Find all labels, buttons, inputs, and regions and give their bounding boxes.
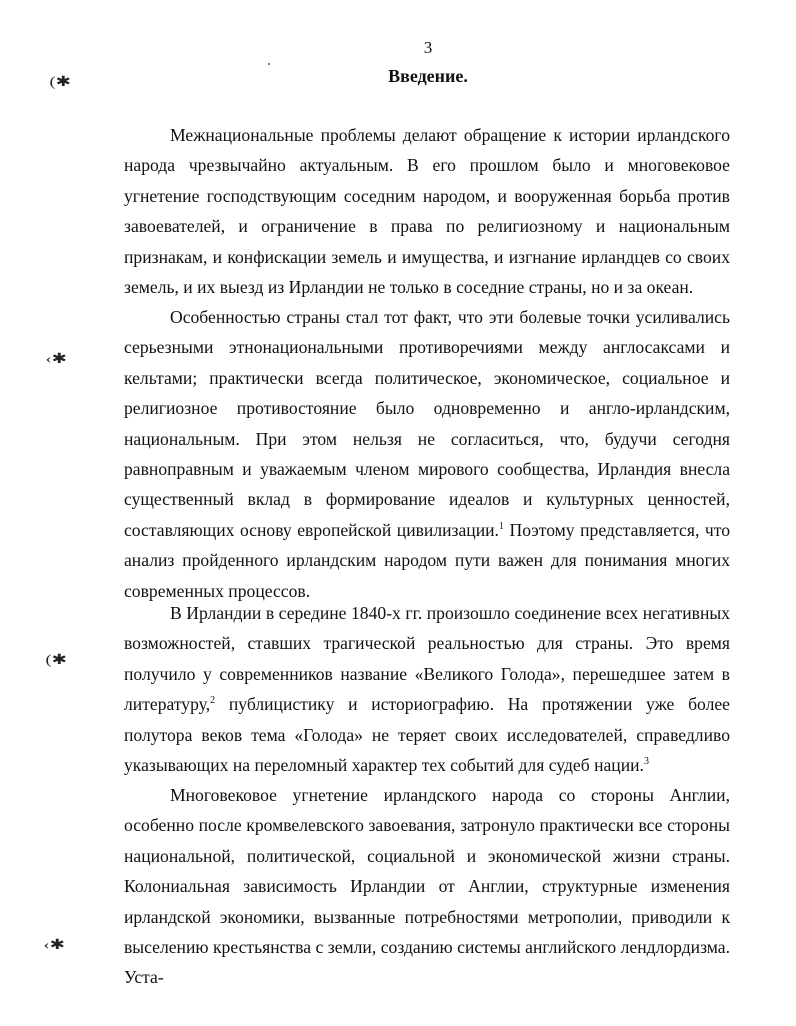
paragraph-2 xyxy=(124,302,730,606)
binding-hole-mark-icon: ‹✱ xyxy=(45,352,67,367)
page-heading: Введение. xyxy=(388,66,468,86)
footnote-ref-1: 1 xyxy=(498,520,504,532)
paragraph-2-text-b: Поэтому представляется, что анализ пройденного ирландским народом пути важен для понимания многих современных процессов. xyxy=(124,519,730,601)
footnote-ref-2: 2 xyxy=(210,695,216,707)
paragraph-1: Межнациональные проблемы делают обращение к истории ирландского народа чрезвычайно актуальным. В его прошлом было и многовековое угнетение господствующим соседним народом, и вооруженная борьба против завоевателей, и ограничение в права по религиозному и национальным признакам, и конфискации земель и имущества, и изгнание ирландцев со своих земель, и их выезд из Ирландии не только в соседние страны, но и за океан. xyxy=(124,125,730,298)
paragraph-3 xyxy=(124,598,730,780)
binding-hole-mark-icon: (✱ xyxy=(45,653,67,668)
paragraph-3-text-a: В Ирландии в середине 1840-х гг. произошло соединение всех негативных возможностей, ставших трагической реальностью для страны. Это время получило у современников название «Великого Голода», перешедшее затем в литературу, xyxy=(124,603,730,715)
paragraph-block-3 xyxy=(124,598,730,780)
paragraph-block-2 xyxy=(124,302,730,606)
page-number: 3 xyxy=(423,38,433,57)
binding-hole-mark-icon: ‹✱ xyxy=(43,938,65,953)
paragraph-block-1 xyxy=(124,120,730,302)
paragraph-block-4 xyxy=(124,780,730,993)
paragraph-3-text-b: публицистику и историографию. На протяжении уже более полутора веков тема «Голода» не теряет своих исследователей, справедливо указывающих на переломный характер тех событий для судеб нации. xyxy=(124,694,730,776)
footnote-ref-3: 3 xyxy=(643,756,649,768)
scan-speck xyxy=(268,63,270,65)
binding-hole-mark-icon: (✱ xyxy=(49,75,71,90)
paragraph-4: Многовековое угнетение ирландского народа со стороны Англии, особенно после кромвелевского завоевания, затронуло практически все стороны национальной, политической, социальной и экономической жизни страны. Колониальная зависимость Ирландии от Англии, структурные изменения ирландской экономики, вызванные потребностями метрополии, приводили к выселению крестьянства с земли, созданию системы английского лендлордизма. Уста- xyxy=(124,785,730,988)
paragraph-2-text-a: Особенностью страны стал тот факт, что эти болевые точки усиливались серьезными этнонациональными противоречиями между англосаксами и кельтами; практически всегда политическое, экономическое, социальное и религиозное противостояние было одновременно и англо-ирландским, национальным. При этом нельзя не согласиться, что, будучи сегодня равноправным и уважаемым членом мирового сообщества, Ирландия внесла существенный вклад в формирование идеалов и культурных ценностей, составляющих основу европейской цивилизации. xyxy=(124,307,730,540)
